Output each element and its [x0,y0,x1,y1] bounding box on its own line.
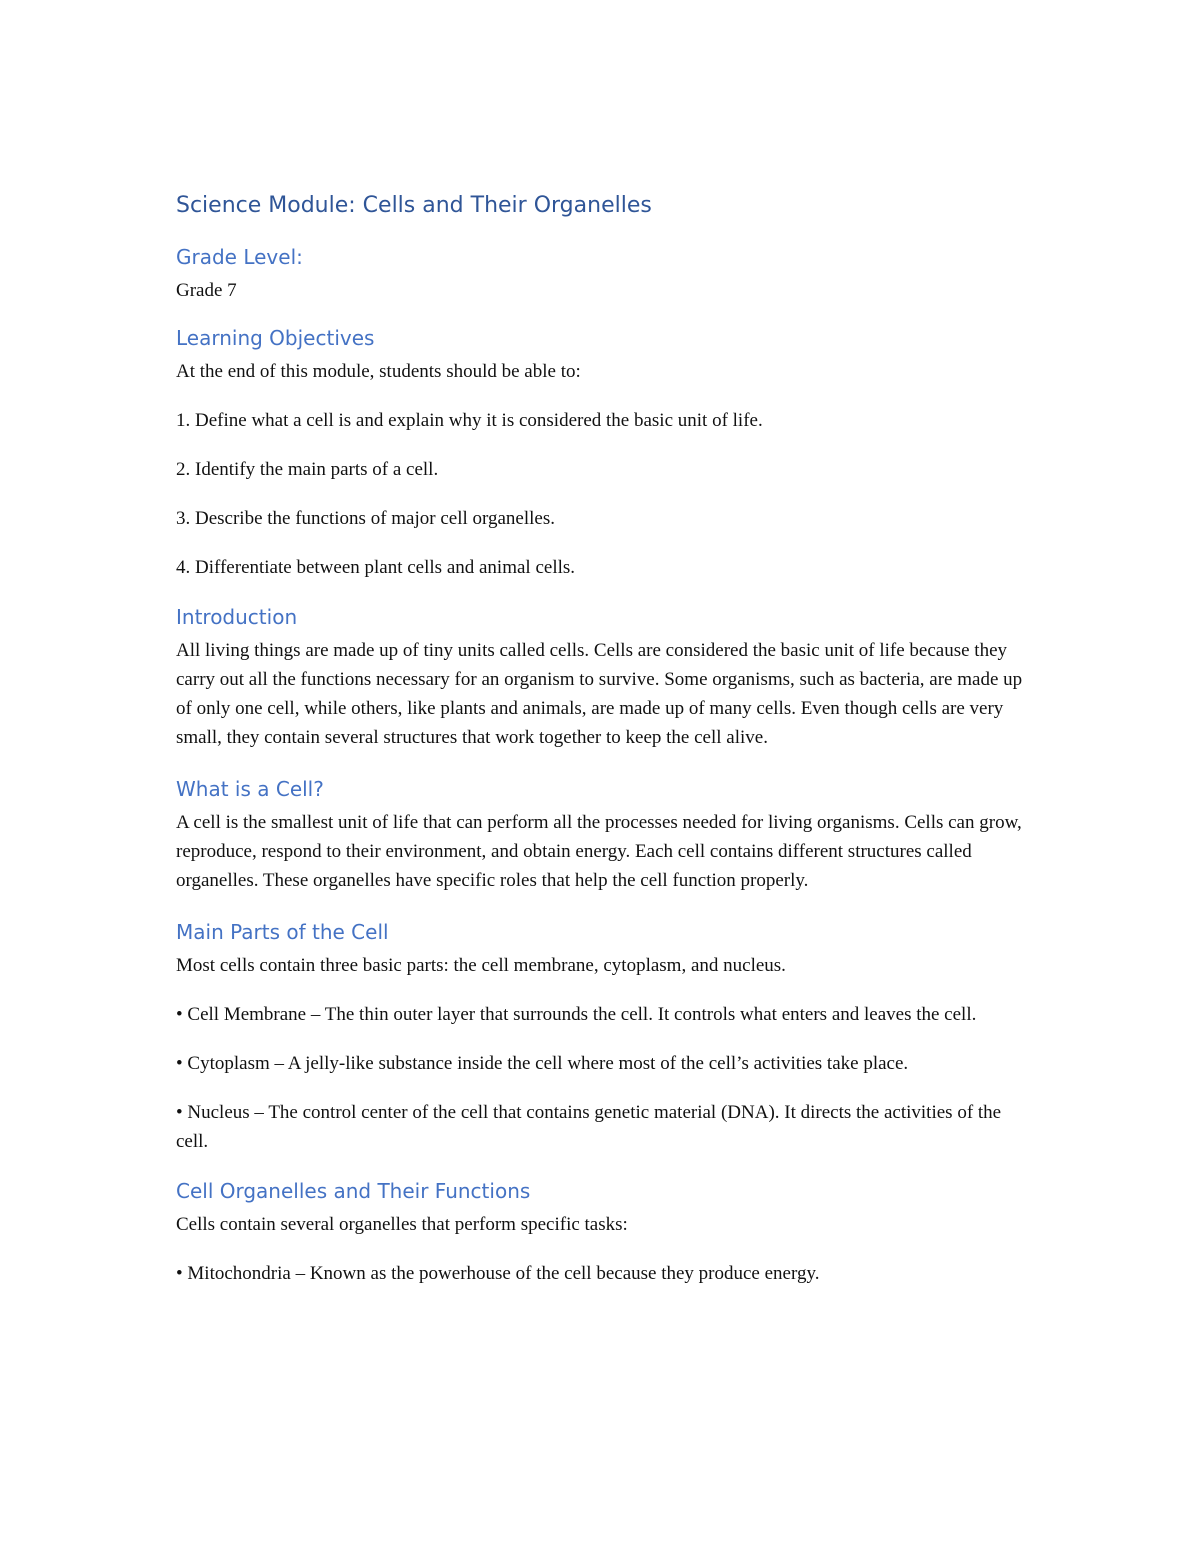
main-part-item: • Cell Membrane – The thin outer layer that surrounds the cell. It controls what enters and leaves the cell. [176,1004,977,1025]
what-is-cell-text: A cell is the smallest unit of life that can perform all the processes needed for living organisms. Cells can grow, reproduce, respond to their environment, and obtain energy. Each cell contains different structures called organelles. These organelles have specific roles that help the cell function properly. [176,812,1022,891]
grade-level-value: Grade 7 [176,280,237,301]
grade-level-heading: Grade Level: [176,245,303,269]
document-page [176,190,1036,1308]
objective-item: 3. Describe the functions of major cell organelles. [176,508,555,529]
organelles-heading: Cell Organelles and Their Functions [176,1179,531,1203]
main-parts-intro: Most cells contain three basic parts: the cell membrane, cytoplasm, and nucleus. [176,955,786,976]
introduction-text: All living things are made up of tiny units called cells. Cells are considered the basic unit of life because they carry out all the functions necessary for an organism to survive. Some organisms, such as bacteria, are made up of only one cell, while others, like plants and animals, are made up of many cells. Even though cells are very small, they contain several structures that work together to keep the cell alive. [176,640,1023,748]
objective-item: 4. Differentiate between plant cells and animal cells. [176,557,576,578]
learning-objectives-heading: Learning Objectives [176,326,375,350]
main-part-item: • Nucleus – The control center of the cell that contains genetic material (DNA). It directs the activities of the cell. [176,1102,1002,1152]
main-parts-heading: Main Parts of the Cell [176,920,389,944]
objective-item: 1. Define what a cell is and explain why it is considered the basic unit of life. [176,410,763,431]
learning-objectives-intro: At the end of this module, students should be able to: [176,361,581,382]
main-part-item: • Cytoplasm – A jelly-like substance inside the cell where most of the cell’s activities take place. [176,1053,909,1074]
what-is-cell-heading: What is a Cell? [176,777,324,801]
introduction-heading: Introduction [176,605,298,629]
objective-item: 2. Identify the main parts of a cell. [176,459,439,480]
organelle-item: • Mitochondria – Known as the powerhouse of the cell because they produce energy. [176,1263,820,1284]
organelles-intro: Cells contain several organelles that perform specific tasks: [176,1214,628,1235]
document-title: Science Module: Cells and Their Organelles [176,193,652,218]
